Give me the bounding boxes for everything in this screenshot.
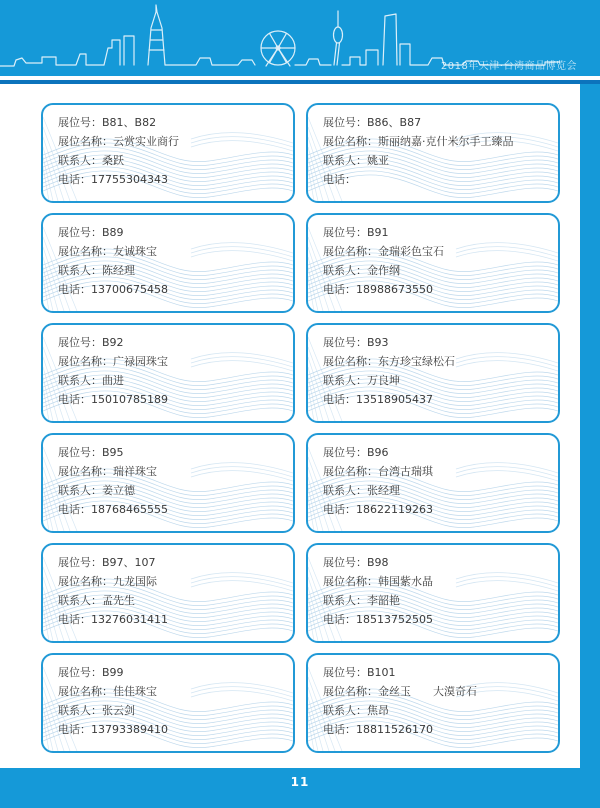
phone-label: 电话： [323,613,356,626]
booth-name-label: 展位名称： [323,245,378,258]
booth-name-line [58,572,285,591]
contact-label: 联系人： [58,704,102,717]
booth-number-label: 展位号： [323,556,367,569]
booth-number-label: 展位号： [323,666,367,679]
phone-value: 15010785189 [91,393,168,406]
booth-number-label: 展位号： [323,336,367,349]
contact-line [58,591,285,610]
contact-value: 李韶艳 [367,594,400,607]
phone-value: 17755304343 [91,173,168,186]
phone-line [58,610,285,629]
booth-number-line [58,443,285,462]
booth-name-value: 韩国紫水晶 [378,575,433,588]
contact-line [323,591,550,610]
header-divider [0,80,600,84]
booth-number-label: 展位号： [323,226,367,239]
phone-value: 18811526170 [356,723,433,736]
phone-label: 电话： [58,173,91,186]
booth-number-label: 展位号： [323,446,367,459]
phone-line [323,280,550,299]
contact-label: 联系人： [58,374,102,387]
contact-label: 联系人： [323,704,367,717]
contact-label: 联系人： [323,484,367,497]
booth-number-value: B99 [102,666,124,679]
contact-label: 联系人： [323,374,367,387]
phone-line [58,170,285,189]
phone-value: 13700675458 [91,283,168,296]
phone-label: 电话： [323,173,356,186]
booth-name-value: 佳佳珠宝 [113,685,157,698]
booth-number-label: 展位号： [58,336,102,349]
booth-number-line [58,333,285,352]
booth-number-line [323,553,550,572]
phone-label: 电话： [58,613,91,626]
booth-card [306,213,560,313]
booth-number-line [323,223,550,242]
booth-number-line [323,113,550,132]
booth-card [306,653,560,753]
booth-name-line [58,682,285,701]
booth-name-label: 展位名称： [323,465,378,478]
contact-label: 联系人： [323,594,367,607]
phone-value: 13793389410 [91,723,168,736]
phone-line [323,500,550,519]
booth-name-label: 展位名称： [58,355,113,368]
booth-name-line [323,572,550,591]
phone-label: 电话： [323,503,356,516]
booth-number-value: B95 [102,446,124,459]
contact-line [58,151,285,170]
booth-card-text [308,215,558,299]
contact-line [323,261,550,280]
phone-label: 电话： [58,393,91,406]
contact-line [58,261,285,280]
booth-number-value: B81、B82 [102,116,157,129]
contact-value: 姜立德 [102,484,135,497]
booth-card [41,323,295,423]
booth-name-line [323,132,550,151]
phone-label: 电话： [58,723,91,736]
booth-name-label: 展位名称： [323,355,378,368]
booth-name-label: 展位名称： [58,135,113,148]
phone-label: 电话： [323,283,356,296]
booth-card-text [308,325,558,409]
contact-value: 姚亚 [367,154,389,167]
booth-name-value: 九龙国际 [113,575,157,588]
booth-number-value: B98 [367,556,389,569]
booth-number-label: 展位号： [58,116,102,129]
contact-line [323,701,550,720]
booth-card [41,213,295,313]
booth-name-line [323,682,550,701]
booth-name-label: 展位名称： [58,575,113,588]
cards-grid [41,103,560,753]
booth-number-value: B92 [102,336,124,349]
contact-label: 联系人： [323,154,367,167]
booth-name-value: 友诚珠宝 [113,245,157,258]
booth-name-line [58,242,285,261]
booth-card-text [308,435,558,519]
booth-number-line [323,333,550,352]
contact-label: 联系人： [58,264,102,277]
contact-line [58,371,285,390]
booth-card-text [308,545,558,629]
page-number: 11 [290,775,310,789]
booth-card-text [43,545,293,629]
right-edge-band [580,84,600,768]
contact-value: 孟先生 [102,594,135,607]
booth-number-line [323,443,550,462]
phone-label: 电话： [58,503,91,516]
booth-card-text [43,655,293,739]
phone-value: 13518905437 [356,393,433,406]
booth-name-line [58,132,285,151]
booth-name-value: 云赏实业商行 [113,135,179,148]
booth-card [41,653,295,753]
booth-name-value: 广禄园珠宝 [113,355,168,368]
booth-name-value: 斯丽纳嘉·克什米尔手工臻品 [378,135,514,148]
booth-number-value: B91 [367,226,389,239]
booth-name-value: 瑞祥珠宝 [113,465,157,478]
phone-line [323,390,550,409]
booth-name-line [323,462,550,481]
phone-line [323,170,550,189]
contact-value: 陈经理 [102,264,135,277]
phone-line [58,720,285,739]
contact-line [58,481,285,500]
booth-card-text [43,325,293,409]
booth-name-value: 台湾古瑞琪 [378,465,433,478]
booth-name-line [58,462,285,481]
phone-label: 电话： [323,393,356,406]
booth-number-value: B101 [367,666,396,679]
booth-name-label: 展位名称： [323,135,378,148]
phone-value: 18768465555 [91,503,168,516]
booth-number-value: B96 [367,446,389,459]
booth-name-label: 展位名称： [58,465,113,478]
phone-label: 电话： [323,723,356,736]
phone-line [323,720,550,739]
booth-name-line [58,352,285,371]
booth-number-label: 展位号： [58,446,102,459]
booth-number-line [323,663,550,682]
booth-number-label: 展位号： [58,226,102,239]
booth-name-value: 金瑞彩色宝石 [378,245,444,258]
booth-number-line [58,553,285,572]
phone-value: 18513752505 [356,613,433,626]
contact-value: 桑跃 [102,154,124,167]
booth-card [41,103,295,203]
booth-card-text [43,435,293,519]
booth-number-value: B89 [102,226,124,239]
booth-number-line [58,223,285,242]
contact-value: 万良坤 [367,374,400,387]
booth-name-value: 东方珍宝绿松石 [378,355,455,368]
booth-card-text [308,655,558,739]
contact-value: 焦昂 [367,704,389,717]
phone-value: 18988673550 [356,283,433,296]
contact-label: 联系人： [323,264,367,277]
contact-value: 张云剑 [102,704,135,717]
booth-name-value: 金丝玉 大漠奇石 [378,685,477,698]
phone-line [58,390,285,409]
booth-name-line [323,242,550,261]
booth-name-label: 展位名称： [58,245,113,258]
phone-line [58,280,285,299]
contact-label: 联系人： [58,154,102,167]
phone-value: 18622119263 [356,503,433,516]
booth-card [306,323,560,423]
contact-line [323,151,550,170]
booth-card-text [43,215,293,299]
contact-label: 联系人： [58,594,102,607]
booth-card [41,433,295,533]
page-header [0,0,600,76]
contact-value: 曲进 [102,374,124,387]
booth-number-line [58,113,285,132]
contact-label: 联系人： [58,484,102,497]
booth-number-line [58,663,285,682]
booth-card [306,103,560,203]
contact-value: 金作纲 [367,264,400,277]
contact-line [58,701,285,720]
booth-number-value: B93 [367,336,389,349]
booth-card [41,543,295,643]
booth-card-text [43,105,293,189]
phone-value: 13276031411 [91,613,168,626]
booth-card-text [308,105,558,189]
page-footer [0,768,600,808]
booth-number-label: 展位号： [323,116,367,129]
booth-name-line [323,352,550,371]
booth-number-value: B97、107 [102,556,156,569]
booth-number-value: B86、B87 [367,116,422,129]
event-title: 2018年天津·台湾商品博览会 [440,61,577,72]
phone-label: 电话： [58,283,91,296]
phone-line [58,500,285,519]
booth-number-label: 展位号： [58,666,102,679]
contact-line [323,481,550,500]
booth-name-label: 展位名称： [323,575,378,588]
booth-number-label: 展位号： [58,556,102,569]
booth-name-label: 展位名称： [323,685,378,698]
contact-value: 张经理 [367,484,400,497]
booth-card [306,433,560,533]
contact-line [323,371,550,390]
booth-name-label: 展位名称： [58,685,113,698]
phone-line [323,610,550,629]
booth-card [306,543,560,643]
